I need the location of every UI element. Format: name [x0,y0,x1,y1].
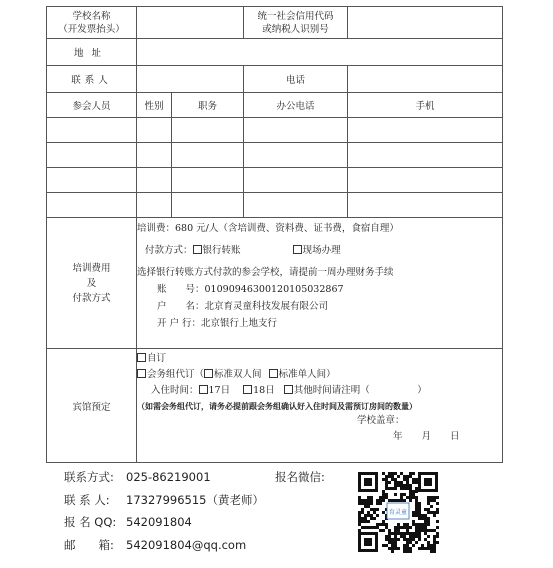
position-header: 职务 [172,93,244,118]
participant-cell[interactable] [47,143,137,168]
hotel-self-checkbox[interactable] [137,353,146,362]
address-label: 地址 [47,39,137,66]
account-value: 0109094630012010503286​7 [204,284,344,295]
participant-cell[interactable] [137,168,172,193]
hotel-section [137,349,503,463]
participant-cell[interactable] [348,143,503,168]
office-phone-header: 办公电话 [244,93,348,118]
contact-person-value: 17327996515（黄老师） [126,492,264,507]
contact-method-value: 025-86219001 [126,470,211,484]
contact-label: 联系人 [47,66,137,93]
hotel-group-checkbox[interactable] [137,369,146,378]
participants-header: 参会人员 [47,93,137,118]
participant-cell[interactable] [348,168,503,193]
school-name-label: 学校名称 （开发票抬头） [47,7,137,39]
table-row [47,193,503,218]
address-field[interactable] [137,39,503,66]
email-value[interactable]: 542091804@qq.com [126,537,247,552]
participant-cell[interactable] [172,118,244,143]
participant-cell[interactable] [47,168,137,193]
qq-value: 542091804 [126,515,192,529]
hotel-group-row: 会务组代订（ 标准双人间 标准单人间） [137,368,502,381]
contact-method-row: 联系方式: 025-86219001 [64,470,211,484]
mobile-header: 手机 [348,93,503,118]
participant-cell[interactable] [137,193,172,218]
table-row [47,143,503,168]
wechat-qr-code-icon [356,470,440,554]
phone-field[interactable] [348,66,503,93]
fee-section [137,218,503,349]
checkin-18-checkbox[interactable] [243,385,252,394]
contact-field[interactable] [137,66,244,93]
double-room-checkbox[interactable] [204,369,213,378]
credit-code-label: 统一社会信用代码 或纳税人识别号 [244,7,348,39]
participant-cell[interactable] [244,168,348,193]
training-fee: 培训费：680 元/人（含培训费、资料费、证书费，食宿自理） [137,223,399,234]
account-name-row: 户 名：北京育灵童科技发展有限公司 [157,301,329,312]
participant-cell[interactable] [47,193,137,218]
participant-cell[interactable] [172,143,244,168]
transfer-note: 选择银行转账方式付款的参会学校，请提前一周办理财务手续 [137,267,394,278]
onsite-checkbox[interactable] [293,245,302,254]
seal-label: 学校盖章： [357,415,405,426]
fee-label: 培训费用 及 付款方式 [47,218,137,349]
bank-row: 开 户 行：北京银行上地支行 [157,318,278,329]
email-row: 邮 箱: 542091804@qq.com [64,537,247,552]
participant-cell[interactable] [348,193,503,218]
participant-cell[interactable] [244,118,348,143]
participant-cell[interactable] [137,118,172,143]
qr-logo-text: 育灵童 [388,509,408,516]
checkin-other-checkbox[interactable] [284,385,293,394]
participant-cell[interactable] [348,118,503,143]
participant-cell[interactable] [172,193,244,218]
hotel-label: 宾馆预定 [47,349,137,463]
hotel-self-row: 自订 [137,352,502,365]
participant-cell[interactable] [244,193,348,218]
contact-info [64,466,264,556]
single-room-checkbox[interactable] [269,369,278,378]
participant-cell[interactable] [244,143,348,168]
bank-value: 北京银行上地支行 [201,318,278,329]
registration-form [46,6,503,463]
phone-label: 电话 [244,66,348,93]
credit-code-field[interactable] [348,7,503,39]
checkin-17-checkbox[interactable] [199,385,208,394]
account-name-value: 北京育灵童科技发展有限公司 [204,301,329,312]
participant-cell[interactable] [47,118,137,143]
school-name-field[interactable] [137,7,244,39]
table-row [47,118,503,143]
bank-transfer-checkbox[interactable] [193,245,202,254]
participant-cell[interactable] [137,143,172,168]
participant-cell[interactable] [172,168,244,193]
date-line: 年 月 日 [393,431,460,442]
qq-row: 报 名 QQ: 542091804 [64,515,192,529]
table-row [47,168,503,193]
payment-method-row: 付款方式： 银行转账 现场办理 [145,245,341,256]
contact-person-row: 联 系 人: 17327996515（黄老师） [64,492,264,507]
gender-header: 性别 [137,93,172,118]
hotel-note: （如需会务组代订，请务必提前跟会务组确认好入住时间及需预订房间的数量） [137,401,417,411]
wechat-label: 报名微信: [275,470,325,484]
checkin-row: 入住时间： 17日 18日 其他时间请注明（ ） [151,385,427,396]
account-row: 账 号：0109094630012010503286​7 [157,284,344,295]
